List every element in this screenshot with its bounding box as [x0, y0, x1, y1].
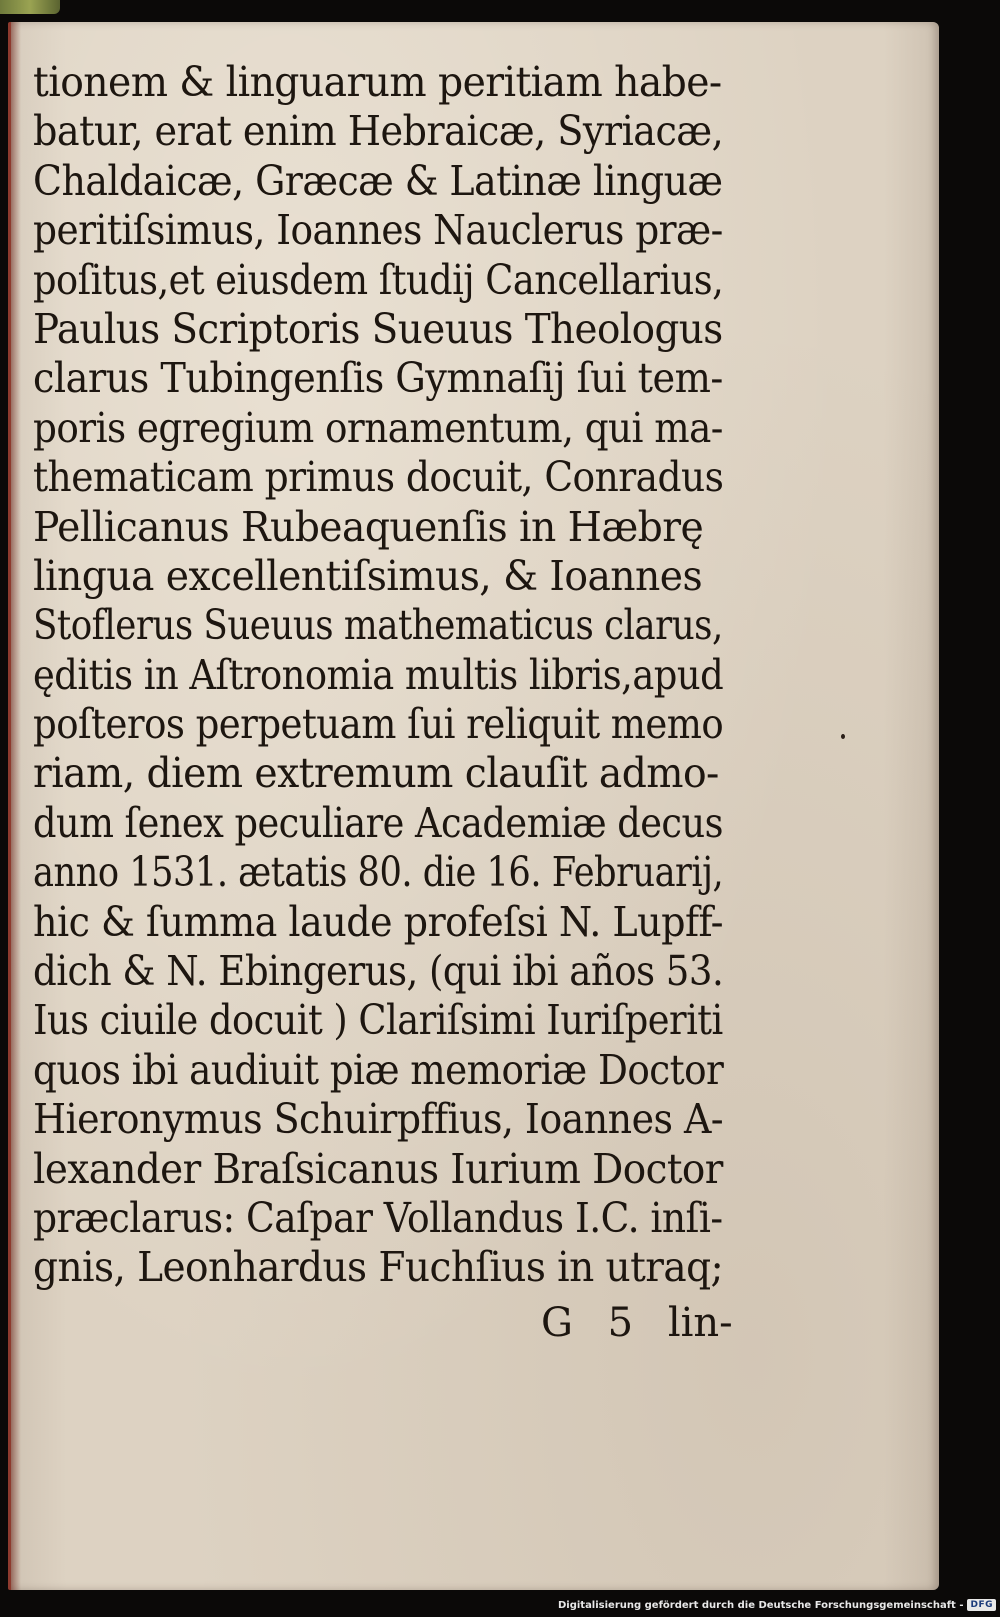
text-line: batur, erat enim Hebraicæ, Syriacæ, — [33, 107, 724, 156]
credit-text: Digitalisierung gefördert durch die Deutsche Forschungsgemeinschaft - — [557, 1599, 964, 1611]
text-line: hic & ſumma laude profeſsi N. Lupff- — [33, 897, 724, 946]
text-line: poſitus,et eiusdem ſtudij Cancellarius, — [33, 255, 724, 304]
text-line: præclarus: Caſpar Vollandus I.C. inſi- — [33, 1193, 723, 1242]
page-edge — [11, 22, 21, 1590]
text-line: Hieronymus Schuirpffius, Ioannes A- — [33, 1095, 724, 1144]
text-line: lexander Braſsicanus Iurium Doctor — [33, 1144, 723, 1193]
page-marker-tab — [0, 0, 60, 14]
ink-speck — [841, 734, 845, 739]
text-line: dum ſenex peculiare Academiæ decus — [33, 798, 723, 847]
text-line: ęditis in Aſtronomia multis libris,apud — [33, 650, 724, 699]
text-line: lingua excellentiſsimus, & Ioannes — [33, 551, 703, 600]
text-line: poris egregium ornamentum, qui ma- — [33, 403, 723, 452]
text-line: gnis, Leonhardus Fuchſius in utraq; — [33, 1243, 724, 1292]
text-line: riam, diem extremum clauſit admo- — [33, 749, 719, 798]
text-line: poſteros perpetuam ſui reliquit memo — [33, 700, 724, 749]
page-text-block — [33, 58, 753, 1293]
text-line: Chaldaicæ, Græcæ & Latinæ linguæ — [33, 156, 723, 205]
book-page — [8, 22, 939, 1590]
text-line: thematicam primus docuit, Conradus — [33, 453, 724, 502]
text-line: quos ibi audiuit piæ memoriæ Doctor — [33, 1045, 724, 1094]
signature-catchword: G 5 lin- — [541, 1300, 733, 1346]
text-line: Ius ciuile docuit ) Clariſsimi Iuriſperiti — [33, 996, 723, 1045]
text-line: Pellicanus Rubeaquenſis in Hæbrę — [33, 502, 704, 551]
text-line: tionem & linguarum peritiam habe- — [33, 58, 722, 106]
text-line: anno 1531. ætatis 80. die 16. Februarij, — [33, 848, 724, 897]
dfg-logo-icon: DFG — [967, 1599, 996, 1611]
text-line: clarus Tubingenſis Gymnaſij ſui tem- — [33, 354, 723, 403]
digitization-credit — [558, 1595, 996, 1615]
text-line: Stoflerus Sueuus mathematicus clarus, — [33, 601, 723, 650]
text-line: dich & N. Ebingerus, (qui ibi años 53. — [33, 947, 724, 996]
text-line: peritiſsimus, Ioannes Nauclerus præ- — [33, 206, 723, 255]
text-line: Paulus Scriptoris Sueuus Theologus — [33, 304, 723, 353]
